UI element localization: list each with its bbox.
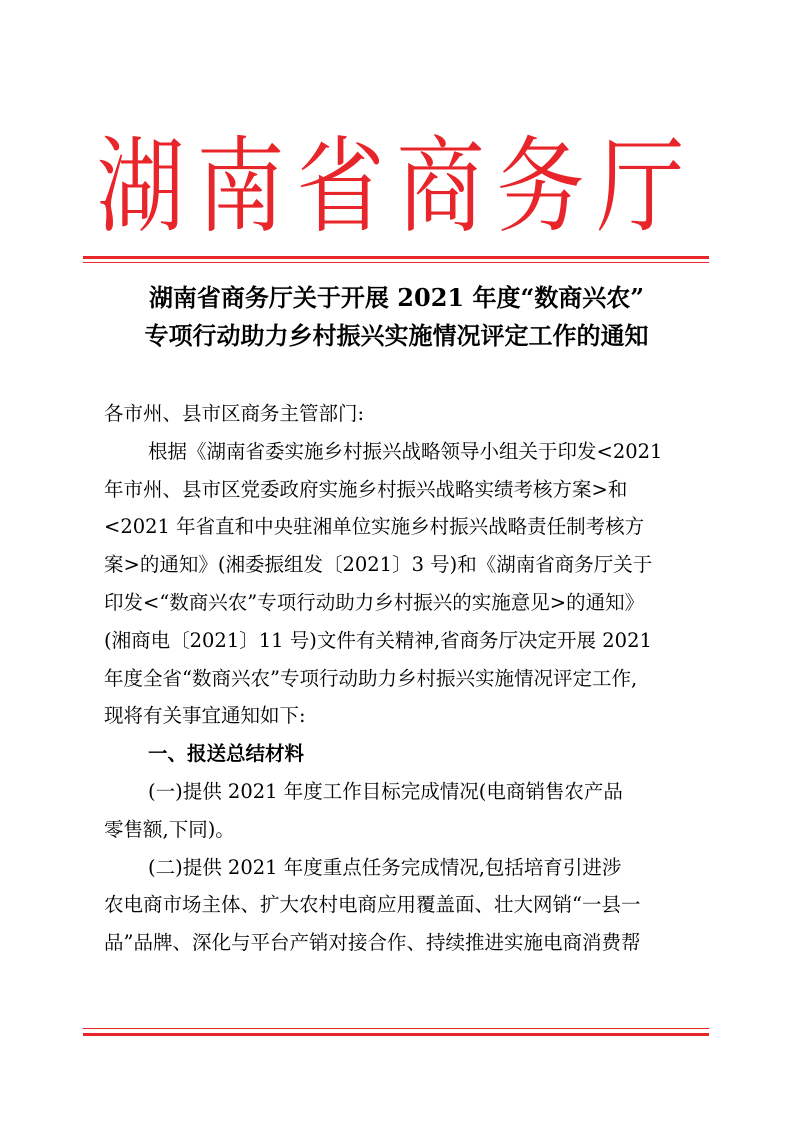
body-line: 现将有关事宜通知如下: [104, 704, 306, 728]
header-divider-thick [83, 256, 709, 259]
salutation: 各市州、县市区商务主管部门: [104, 402, 365, 425]
body-line: 印发<“数商兴农”专项行动助力乡村振兴的实施意见>的通知》 [104, 590, 645, 614]
body-line: 案>的通知》(湘委振组发〔2021〕3 号)和《湖南省商务厅关于 [104, 553, 653, 577]
item-line: 品”品牌、深化与平台产销对接合作、持续推进实施电商消费帮 [104, 931, 641, 955]
body-line: 年市州、县市区党委政府实施乡村振兴战略实绩考核方案>和 [104, 477, 628, 501]
document-title-line-2: 专项行动助力乡村振兴实施情况评定工作的通知 [144, 321, 649, 350]
footer-divider-thick [83, 1033, 709, 1036]
section-heading: 一、报送总结材料 [148, 742, 305, 766]
document-title-line-1: 湖南省商务厅关于开展 2021 年度“数商兴农” [148, 283, 645, 312]
document-body [104, 395, 694, 962]
item-line: 零售额,下同)。 [104, 817, 235, 841]
item-line: 农电商市场主体、扩大农村电商应用覆盖面、壮大网销“一县一 [104, 893, 641, 917]
item-line: (一)提供 2021 年度工作目标完成情况(电商销售农产品 [148, 779, 623, 803]
body-line: 根据《湖南省委实施乡村振兴战略领导小组关于印发<2021 [148, 439, 663, 463]
body-line: 年度全省“数商兴农”专项行动助力乡村振兴实施情况评定工作, [104, 666, 638, 690]
letterhead-organization-name: 湖南省商务厅 [96, 125, 697, 248]
body-line: <2021 年省直和中央驻湘单位实施乡村振兴战略责任制考核方 [104, 515, 645, 539]
header-divider-thin [83, 262, 709, 263]
item-line: (二)提供 2021 年度重点任务完成情况,包括培育引进涉 [148, 855, 622, 879]
body-line: (湘商电〔2021〕11 号)文件有关精神,省商务厅决定开展 2021 [104, 628, 652, 652]
footer-divider-thin [83, 1028, 709, 1029]
